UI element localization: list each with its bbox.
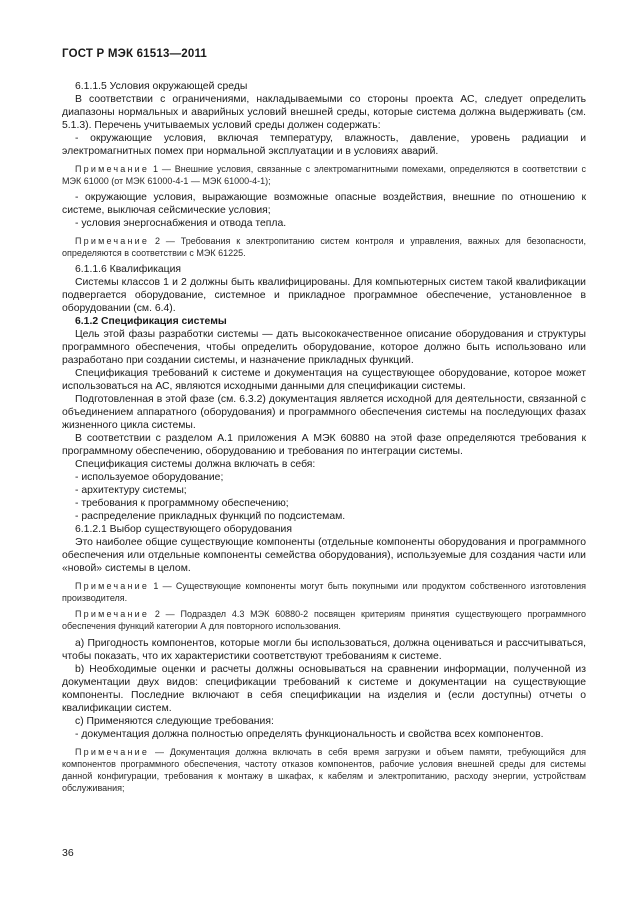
paragraph: Цель этой фазы разработки системы — дать высококачественное описание оборудования и структуры программного обеспечения, чтобы определить оборудование, которое должно быть использовано или разработано при создании системы, и назначение прикладных функций. xyxy=(62,329,586,366)
note-text: — Документация должна включать в себя время загрузки и объем памяти, требующийся для компонентов программного обеспечения, частоту отказов компонентов, рабочие условия внешней среды для системы данной конфигурации, требования к монтажу в шкафах, к кабелям и электропитанию, расходу энергии, устройствам обслуживания; xyxy=(62,747,586,793)
paragraph: В соответствии с разделом А.1 приложения А МЭК 60880 на этой фазе определяются требования к программному обеспечению, оборудованию и требования по интеграции системы. xyxy=(62,433,586,457)
list-item: - архитектуру системы; xyxy=(75,485,187,496)
paragraph: Спецификация требований к системе и документация на существующее оборудование, которое может использоваться на АС, являются исходными данными для спецификации системы. xyxy=(62,368,586,392)
list-item: - требования к программному обеспечению; xyxy=(75,498,289,509)
paragraph: Это наиболее общие существующие компоненты (отдельные компоненты оборудования и программного обеспечения или отдельные компоненты семейства оборудования), используемые для создания части или «новой» системы в целом. xyxy=(62,537,586,574)
list-item: - условия энергоснабжения и отвода тепла. xyxy=(75,218,287,229)
document-header: ГОСТ Р МЭК 61513—2011 xyxy=(62,48,208,60)
note-text: 1 — Существующие компоненты могут быть покупными или продуктом собственного изготовления производителя. xyxy=(62,581,586,603)
section-heading-612-text: 6.1.2 Спецификация системы xyxy=(75,316,227,327)
note-label: Примечание xyxy=(75,581,150,591)
note xyxy=(62,746,586,794)
subsection-heading-6121: 6.1.2.1 Выбор существующего оборудования xyxy=(75,524,292,535)
paragraph: с) Применяются следующие требования: xyxy=(75,716,274,727)
list-item: - документация должна полностью определять функциональность и свойства всех компонентов. xyxy=(75,729,544,740)
note xyxy=(62,235,586,259)
list-item: - используемое оборудование; xyxy=(75,472,224,483)
list-item: - окружающие условия, выражающие возможные опасные воздействия, внешние по отношению к системе, выключая сейсмические условия; xyxy=(62,192,586,216)
note-label: Примечание xyxy=(75,747,150,757)
paragraph: Подготовленная в этой фазе (см. 6.3.2) документация является исходной для деятельности, связанной с объединением аппаратного (оборудования) и программного обеспечения системы на последующих фазах жизненного цикла системы. xyxy=(62,394,586,431)
section-heading-6116: 6.1.1.6 Квалификация xyxy=(75,264,182,275)
list-item: - распределение прикладных функций по подсистемам. xyxy=(75,511,346,522)
paragraph: В соответствии с ограничениями, накладываемыми со стороны проекта АС, следует определить диапазоны нормальных и аварийных условий внешней среды, которые система должна выдерживать (см. 5.1.3). Перечень учитываемых условий среды должен содержать: xyxy=(62,94,586,131)
section-heading-6115: 6.1.1.5 Условия окружающей среды xyxy=(75,81,248,92)
note xyxy=(62,580,586,604)
note-label: Примечание xyxy=(75,609,150,619)
note-text: 2 — Подраздел 4.3 МЭК 60880-2 посвящен критериям принятия существующего программного обеспечения функций категории А для повторного использования. xyxy=(62,609,586,631)
note-label: Примечание xyxy=(75,164,150,174)
note-label: Примечание xyxy=(75,236,150,246)
section-heading-612 xyxy=(62,315,586,328)
note-text: 1 — Внешние условия, связанные с электромагнитными помехами, определяются в соответствии с МЭК 61000 (от МЭК 61000-4-1 — МЭК 61000-4-1); xyxy=(62,164,586,186)
paragraph: b) Необходимые оценки и расчеты должны основываться на сравнении информации, полученной из документации двух видов: спецификации требований к системе и документации на существующие компоненты. Последние включают в себя спецификации на изделия и (если доступны) отчеты о квалификации систем. xyxy=(62,664,586,714)
note-text: 2 — Требования к электропитанию систем контроля и управления, важных для безопасности, определяются в соответствии с МЭК 61225. xyxy=(62,236,586,258)
note xyxy=(62,163,586,187)
page-number: 36 xyxy=(62,847,74,859)
list-item: - окружающие условия, включая температуру, влажность, давление, уровень радиации и электромагнитных помех при нормальной эксплуатации и в условиях аварий. xyxy=(62,133,586,157)
paragraph: Системы классов 1 и 2 должны быть квалифицированы. Для компьютерных систем такой квалификации подвергается оборудование, системное и прикладное программное обеспечение, установленное в оборудовании (см. 6.4). xyxy=(62,277,586,314)
paragraph: а) Пригодность компонентов, которые могли бы использоваться, должна оцениваться и рассчитываться, чтобы показать, что их характеристики соответствуют требованиям к системе. xyxy=(62,638,586,662)
paragraph: Спецификация системы должна включать в себя: xyxy=(75,459,316,470)
note xyxy=(62,608,586,632)
